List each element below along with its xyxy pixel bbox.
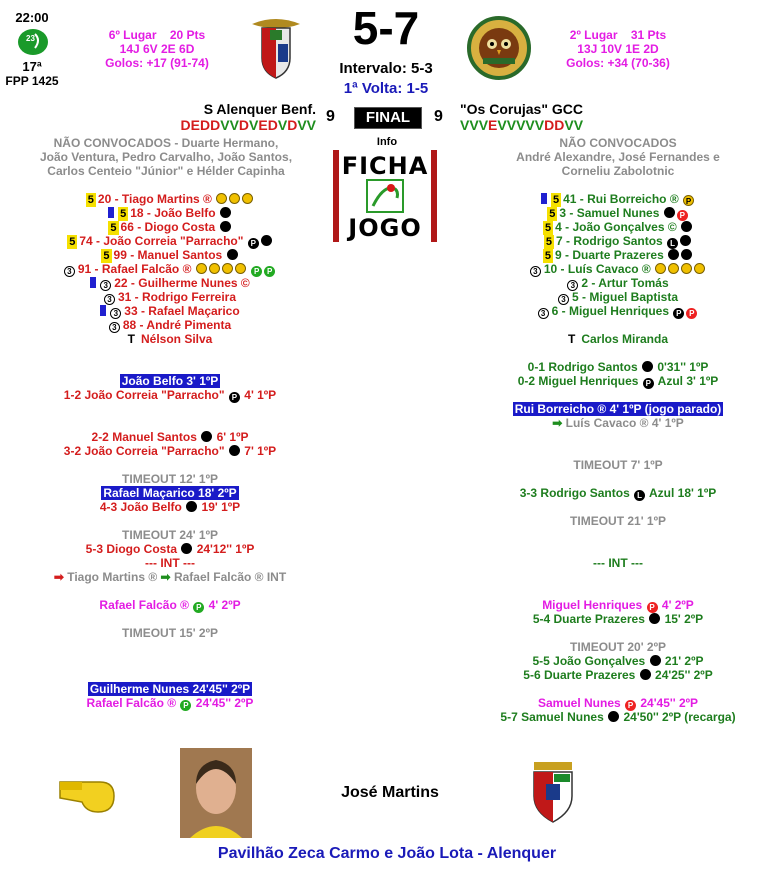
final-score: [330, 2, 442, 54]
coach-name: Carlos Miranda: [581, 332, 669, 346]
player-name: 31 - Rodrigo Ferreira: [117, 290, 237, 304]
event-text: 5-5 João Gonçalves: [532, 654, 646, 668]
form-result: E: [258, 117, 268, 133]
form-result: D: [544, 117, 555, 133]
event-time: 24'45'' 2ºP: [640, 696, 699, 710]
goal-ball-icon: [664, 207, 675, 218]
blue-card-icon: [100, 305, 106, 316]
goal-event: [20, 542, 320, 556]
form-result: V: [229, 117, 239, 133]
final-text: FINAL: [365, 109, 411, 126]
info-link[interactable]: [367, 136, 407, 148]
goal-ball-icon: [261, 235, 272, 246]
player-name: 74 - João Correia "Parracho": [79, 234, 244, 248]
first-leg-score: [316, 80, 456, 97]
home-not-called-line: João Ventura, Pedro Carvalho, João Santos,: [39, 150, 293, 164]
yellow-ball-icon: [216, 193, 227, 204]
goal-event: [468, 486, 768, 500]
goal-event: [20, 500, 320, 514]
player-name: 18 - João Belfo: [130, 206, 216, 220]
ficha-jogo-button[interactable]: [333, 150, 437, 242]
yellow-ball-icon: [668, 263, 679, 274]
away-not-called-title: NÃO CONVOCADOS: [559, 136, 677, 150]
away-events: [468, 360, 768, 388]
away-points: 31 Pts: [630, 28, 667, 42]
shirt-5-badge: 5: [103, 250, 110, 262]
form-result: V: [306, 117, 316, 133]
home-count: [326, 108, 335, 126]
goal-ball-icon: [186, 501, 197, 512]
timeout-event: TIMEOUT 12' 1ºP: [122, 472, 218, 486]
goal-ball-icon: [227, 249, 238, 260]
blue-card-event: Guilherme Nunes 24'45'' 2ºP: [89, 682, 251, 696]
away-player[interactable]: [480, 220, 756, 234]
event-time: 15' 2ºP: [664, 612, 704, 626]
home-player[interactable]: [30, 290, 310, 304]
away-not-called-line: Corneliu Zabolotnic: [561, 164, 675, 178]
event-time: 24'12'' 1ºP: [196, 542, 255, 556]
time-text: 22:00: [15, 10, 49, 25]
timeout-event: TIMEOUT 15' 2ºP: [122, 626, 218, 640]
foul-event: [468, 598, 768, 612]
fpp-text: FPP 1425: [5, 74, 59, 88]
home-player[interactable]: [30, 220, 310, 234]
home-points: 20 Pts: [169, 28, 206, 42]
timeout-event: TIMEOUT 7' 1ºP: [573, 458, 663, 472]
form-result: V: [249, 117, 259, 133]
form-result: V: [497, 117, 507, 133]
yellow-penalty-icon: P: [683, 195, 694, 206]
score-text: 5-7: [352, 2, 420, 54]
sub-in-icon: ➡: [160, 570, 171, 584]
away-player[interactable]: [480, 276, 756, 290]
event-time: 6' 1ºP: [216, 430, 249, 444]
away-player[interactable]: [480, 248, 756, 262]
player-name: 41 - Rui Borreicho ®: [563, 192, 679, 206]
event-text: 3-2 João Correia "Parracho": [63, 444, 225, 458]
shirt-5-badge: 5: [120, 208, 127, 220]
ficha-top-label: FICHA: [341, 152, 429, 180]
interval-marker: --- INT ---: [593, 556, 643, 570]
bench-3-badge: 3: [64, 266, 75, 277]
foul-event: [20, 696, 320, 710]
home-count-text: 9: [326, 108, 335, 125]
form-result: V: [460, 117, 470, 133]
yellow-ball-icon: [242, 193, 253, 204]
green-penalty-icon: P: [251, 266, 262, 277]
coach-icon: T: [567, 332, 576, 346]
venue-text: Pavilhão Zeca Carmo e João Lota - Alenquer: [217, 845, 557, 862]
form-result: V: [573, 117, 584, 133]
form-result: V: [506, 117, 517, 133]
away-events-7: [468, 598, 768, 626]
home-coach[interactable]: [30, 332, 310, 346]
goal-ball-icon: [642, 361, 653, 372]
player-name: 22 - Guilherme Nunes ©: [114, 276, 250, 290]
event-text: Rafael Falcão ®: [86, 696, 177, 710]
event-text: 5-6 Duarte Prazeres: [523, 668, 636, 682]
yellow-ball-icon: [222, 263, 233, 274]
yellow-ball-icon: [655, 263, 666, 274]
substitution-event: [20, 570, 320, 584]
form-result: D: [210, 117, 221, 133]
event-text: Rafael Falcão ®: [99, 598, 189, 612]
form-result: E: [488, 117, 498, 133]
goal-ball-icon: [220, 221, 231, 232]
timeout-event: TIMEOUT 20' 2ºP: [570, 640, 666, 654]
away-not-called: [488, 136, 748, 178]
event-text: 1-2 João Correia "Parracho": [63, 388, 225, 402]
event-time: 0'31'' 1ºP: [657, 360, 709, 374]
yellow-ball-icon: [235, 263, 246, 274]
timeout-event: TIMEOUT 24' 1ºP: [122, 528, 218, 542]
player-name: 2 - Artur Tomás: [581, 276, 669, 290]
form-result: E: [190, 117, 200, 133]
halftime-score: [316, 60, 456, 77]
event-text: 2-2 Manuel Santos: [91, 430, 197, 444]
home-events-3: [20, 472, 320, 514]
goal-event: [20, 430, 320, 444]
penalty-icon: P: [248, 238, 259, 249]
shirt-5-badge: 5: [544, 222, 552, 234]
round-text: 17ª: [22, 59, 42, 74]
goal-ball-icon: [181, 543, 192, 554]
substitution-event: [468, 416, 768, 430]
event-text: Samuel Nunes: [537, 696, 621, 710]
form-result: D: [199, 117, 211, 133]
away-events-4: [468, 486, 768, 500]
away-form: [460, 117, 620, 133]
shirt-5-badge: 5: [553, 194, 560, 206]
ficha-bottom-label: JOGO: [348, 214, 422, 242]
green-penalty-icon: P: [264, 266, 275, 277]
form-result: V: [220, 117, 230, 133]
yellow-ball-icon: [694, 263, 705, 274]
home-not-called: [26, 136, 306, 178]
home-player[interactable]: [30, 276, 310, 290]
goal-ball-icon: [608, 711, 619, 722]
penalty-icon: P: [643, 378, 654, 389]
foul-event: [468, 696, 768, 710]
player-name: 9 - Duarte Prazeres: [555, 248, 664, 262]
event-text: 5-7 Samuel Nunes: [500, 710, 604, 724]
away-coach[interactable]: [480, 332, 756, 346]
away-not-called-line: André Alexandre, José Fernandes e: [516, 150, 720, 164]
away-player[interactable]: [480, 206, 756, 220]
home-not-called-line: Carlos Centeio "Júnior" e Hélder Capinha: [47, 164, 285, 178]
form-result: V: [469, 117, 479, 133]
away-lineup: [480, 192, 756, 346]
coach-icon: T: [127, 332, 135, 346]
bench-3-badge: 3: [109, 322, 120, 333]
home-team-name[interactable]: [160, 101, 316, 117]
goal-event: [468, 374, 768, 388]
goal-event: [20, 444, 320, 458]
bench-3-badge: 3: [567, 280, 578, 291]
yellow-ball-icon: [229, 193, 240, 204]
home-player[interactable]: [30, 248, 310, 262]
red-penalty-icon: P: [647, 602, 658, 613]
event-time: 4' 2ºP: [661, 598, 694, 612]
away-events-8: [468, 640, 768, 682]
away-count: [434, 108, 443, 126]
home-not-called-title: NÃO CONVOCADOS: [53, 136, 171, 150]
referee-photo[interactable]: [180, 748, 252, 838]
event-text: 4-3 João Belfo: [99, 500, 182, 514]
form-result: V: [478, 117, 489, 133]
red-penalty-icon: P: [686, 308, 697, 319]
bench-3-badge: 3: [538, 308, 549, 319]
event-text: Tiago Martins ®: [67, 570, 158, 584]
event-text: Miguel Henriques: [542, 598, 643, 612]
info-text: Info: [376, 136, 398, 148]
form-result: V: [277, 117, 288, 133]
sub-in-icon: ➡: [552, 416, 563, 430]
shirt-5-badge: 5: [110, 222, 117, 234]
home-not-called-line: - Duarte Hermano,: [174, 136, 279, 150]
player-name: 7 - Rodrigo Santos: [556, 234, 663, 248]
home-events-2: [20, 430, 320, 458]
event-text: 3-3 Rodrigo Santos: [519, 486, 630, 500]
player-name: 4 - João Gonçalves ©: [555, 220, 677, 234]
form-result: V: [564, 117, 574, 133]
form-result: V: [297, 117, 307, 133]
away-record: 13J 10V 1E 2D: [577, 42, 659, 56]
event-time: Azul 3' 1ºP: [657, 374, 719, 388]
goal-event: [468, 654, 768, 668]
green-penalty-icon: P: [193, 602, 204, 613]
away-position: 2º Lugar: [569, 28, 618, 42]
referee-text: José Martins: [341, 784, 439, 801]
yellow-ball-icon: [209, 263, 220, 274]
home-events-5: [20, 598, 320, 612]
blue-card-icon: [90, 277, 96, 288]
player-name: 91 - Rafael Falcão ®: [77, 262, 192, 276]
goal-ball-icon: [229, 445, 240, 456]
away-player[interactable]: [480, 192, 756, 206]
bench-3-badge: 3: [558, 294, 569, 305]
player-name: 6 - Miguel Henriques: [551, 304, 669, 318]
goal-ball-icon: [649, 613, 660, 624]
event-text: Rafael Falcão ® INT: [173, 570, 287, 584]
l-goal-icon: L: [634, 490, 645, 501]
home-stats: [92, 28, 222, 70]
goal-ball-icon: [680, 235, 691, 246]
first-leg-text: 1ª Volta: 1-5: [343, 80, 429, 97]
away-team-logo[interactable]: [467, 16, 531, 80]
form-result: D: [238, 117, 250, 133]
competition-logo: [17, 28, 49, 56]
event-text: 5-3 Diogo Costa: [85, 542, 177, 556]
home-name-text: S Alenquer Benf.: [203, 101, 316, 117]
shirt-5-badge: 5: [69, 236, 76, 248]
blue-card-icon: [108, 207, 114, 218]
away-player[interactable]: [480, 262, 756, 276]
sub-out-icon: ➡: [53, 570, 64, 584]
bench-3-badge: 3: [100, 280, 111, 291]
player-name: 88 - André Pimenta: [122, 318, 232, 332]
green-penalty-icon: P: [180, 700, 191, 711]
yellow-ball-icon: [681, 263, 692, 274]
player-name: 10 - Luís Cavaco ®: [543, 262, 651, 276]
association-crest: [528, 760, 578, 824]
goal-ball-icon: [640, 669, 651, 680]
form-result: D: [180, 117, 191, 133]
event-text: 5-4 Duarte Prazeres: [532, 612, 645, 626]
goal-event: [468, 668, 768, 682]
penalty-icon: P: [673, 308, 684, 319]
event-time: 4' 1ºP: [244, 388, 277, 402]
goal-event: [468, 612, 768, 626]
home-player[interactable]: [30, 206, 310, 220]
svg-text:23: 23: [26, 34, 35, 43]
event-time: 4' 2ºP: [208, 598, 241, 612]
interval-marker: --- INT ---: [145, 556, 195, 570]
event-text: 0-1 Rodrigo Santos: [527, 360, 638, 374]
goal-ball-icon: [201, 431, 212, 442]
home-events: [20, 374, 320, 402]
coach-name: Nélson Silva: [140, 332, 213, 346]
goal-ball-icon: [668, 249, 679, 260]
home-form: [160, 117, 316, 133]
home-goals: Golos: +17 (91-74): [105, 56, 209, 70]
away-player[interactable]: [480, 234, 756, 248]
form-result: V: [534, 117, 545, 133]
event-time: 24'50'' 2ºP (recarga): [623, 710, 736, 724]
away-events-3: [468, 458, 768, 472]
away-events-9: [468, 696, 768, 724]
timeout-event: TIMEOUT 21' 1ºP: [570, 514, 666, 528]
penalty-icon: P: [229, 392, 240, 403]
blue-card-event: Rafael Maçarico 18' 2ºP: [103, 486, 237, 500]
home-player[interactable]: [30, 234, 310, 248]
shirt-5-badge: 5: [544, 250, 552, 262]
home-team-logo[interactable]: [248, 14, 304, 82]
away-events-2: [468, 402, 768, 430]
home-events-6: [20, 626, 320, 640]
event-time: Azul 18' 1ºP: [648, 486, 717, 500]
event-time: 21' 2ºP: [664, 654, 704, 668]
away-count-text: 9: [434, 108, 443, 125]
goal-event: [20, 388, 320, 402]
final-badge: [354, 107, 422, 129]
bench-3-badge: 3: [110, 308, 121, 319]
form-result: D: [554, 117, 565, 133]
away-player[interactable]: [480, 304, 756, 318]
form-result: D: [267, 117, 278, 133]
event-time: 19' 1ºP: [201, 500, 241, 514]
away-goals: Golos: +34 (70-36): [566, 56, 670, 70]
event-time: 7' 1ºP: [244, 444, 277, 458]
player-name: 5 - Miguel Baptista: [571, 290, 678, 304]
home-player[interactable]: [30, 192, 310, 206]
bench-3-badge: 3: [104, 294, 115, 305]
whistle-icon: [52, 768, 122, 818]
event-time: 24'45'' 2ºP: [195, 696, 254, 710]
form-result: V: [525, 117, 535, 133]
l-goal-icon: L: [667, 238, 678, 249]
away-name-text: "Os Corujas" GCC: [460, 101, 583, 117]
red-penalty-icon: P: [625, 700, 636, 711]
away-events-5: [468, 514, 768, 528]
goal-event: [468, 360, 768, 374]
bench-3-badge: 3: [530, 266, 541, 277]
match-time: [4, 10, 60, 25]
form-result: V: [516, 117, 526, 133]
player-name: 3 - Samuel Nunes: [559, 206, 660, 220]
away-events-6: [468, 556, 768, 570]
form-result: D: [287, 117, 298, 133]
halftime-text: Intervalo: 5-3: [339, 60, 433, 77]
shirt-5-badge: 5: [87, 194, 94, 206]
home-player[interactable]: [30, 262, 310, 276]
blue-card-event: João Belfo 3' 1ºP: [121, 374, 219, 388]
home-lineup: [30, 192, 310, 346]
red-penalty-icon: P: [677, 210, 688, 221]
event-text: 0-2 Miguel Henriques: [517, 374, 639, 388]
player-name: 33 - Rafael Maçarico: [124, 304, 240, 318]
event-time: 24'25'' 2ºP: [655, 668, 713, 682]
goal-ball-icon: [681, 249, 692, 260]
round-number: [4, 59, 60, 74]
home-player[interactable]: [30, 304, 310, 318]
yellow-ball-icon: [196, 263, 207, 274]
away-team-name[interactable]: [460, 101, 620, 117]
fpp-code: [0, 74, 64, 88]
shirt-5-badge: 5: [545, 236, 553, 248]
event-text: Luís Cavaco ® 4' 1ºP: [565, 416, 684, 430]
foul-event: [20, 598, 320, 612]
home-events-4: [20, 528, 320, 584]
blue-card-icon: [541, 193, 547, 204]
goal-event: [468, 710, 768, 724]
home-events-7: [20, 682, 320, 710]
goal-ball-icon: [220, 207, 231, 218]
away-player[interactable]: [480, 290, 756, 304]
home-record: 14J 6V 2E 6D: [119, 42, 195, 56]
away-stats: [548, 28, 688, 70]
player-name: 99 - Manuel Santos: [113, 248, 223, 262]
referee-name: [300, 784, 480, 802]
player-name: 20 - Tiago Martins ®: [97, 192, 212, 206]
home-position: 6º Lugar: [108, 28, 157, 42]
shirt-5-badge: 5: [549, 208, 556, 220]
venue: [0, 845, 774, 863]
goal-ball-icon: [650, 655, 661, 666]
goal-ball-icon: [681, 221, 692, 232]
player-name: 66 - Diogo Costa: [120, 220, 216, 234]
home-player[interactable]: [30, 318, 310, 332]
blue-card-event: Rui Borreicho ® 4' 1ºP (jogo parado): [514, 402, 722, 416]
